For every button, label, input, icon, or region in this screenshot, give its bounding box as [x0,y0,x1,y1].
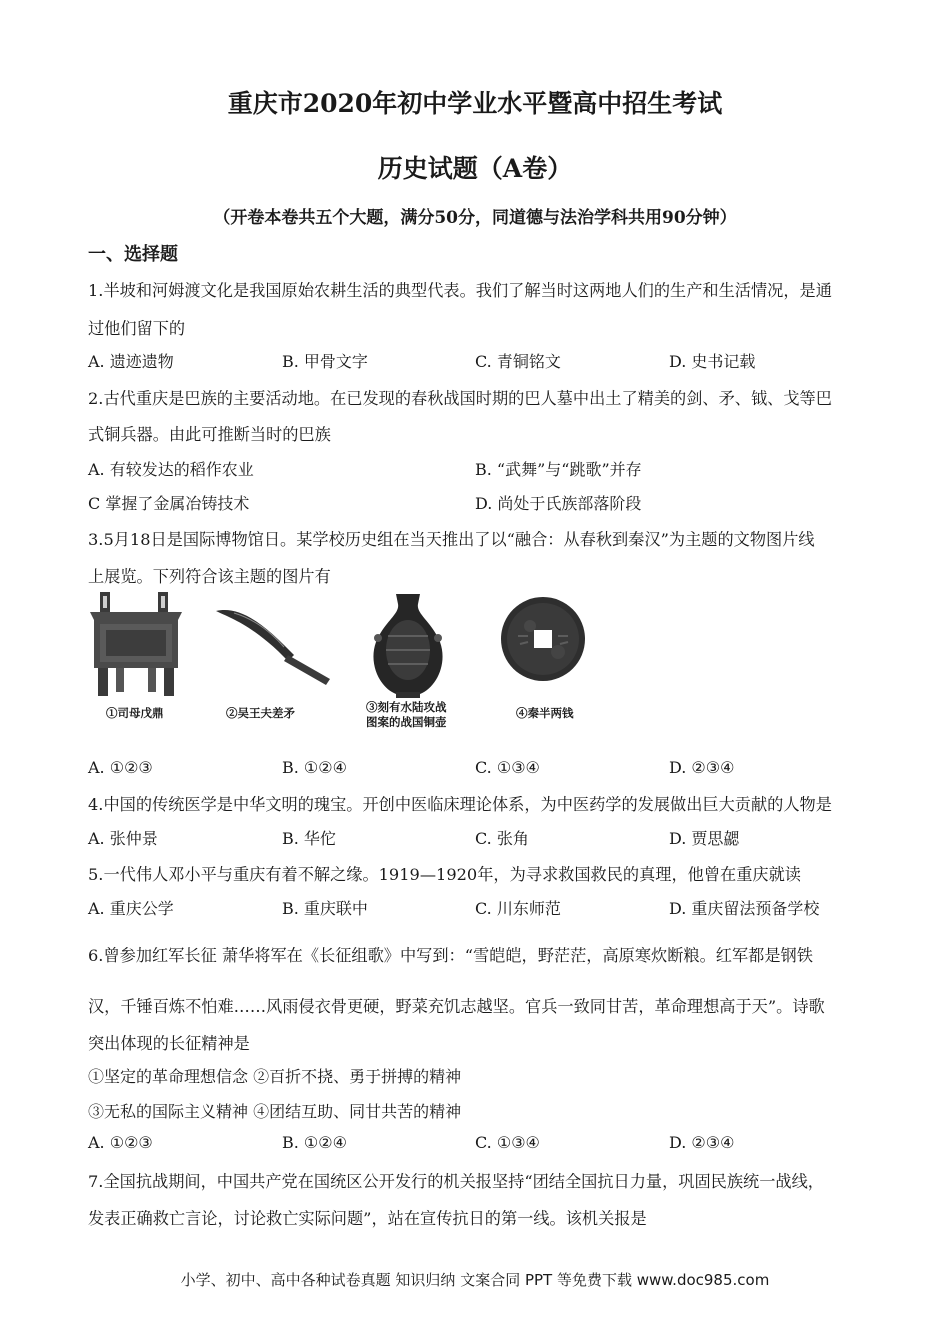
section-heading: 一、选择题 [88,244,178,265]
q6-option-b: B. ①②④ [282,1133,347,1152]
q4-option-d: D. 贾思勰 [669,829,740,848]
q4-option-c: C. 张角 [475,829,529,848]
question-2-text: 2.古代重庆是巴族的主要活动地。在已发现的春秋战国时期的巴人墓中出土了精美的剑、矛、钺、戈等巴 [88,389,832,408]
image-caption-4: ④秦半两钱 [516,706,574,720]
question-5-text: 5.一代伟人邓小平与重庆有着不解之缘。1919—1920年，为寻求救国救民的真理，他曾在重庆就读 [88,865,801,884]
question-3-text-cont: 上展览。下列符合该主题的图片有 [88,567,331,586]
q2-option-a: A. 有较发达的稻作农业 [88,460,254,479]
image-caption-3a: ③刻有水陆攻战 [366,700,447,714]
ding-cauldron-image [86,590,186,698]
question-7-text-cont: 发表正确救亡言论，讨论救亡实际问题”，站在宣传抗日的第一线。该机关报是 [88,1209,647,1228]
q5-option-a: A. 重庆公学 [88,899,174,918]
image-caption-2: ②吴王夫差矛 [226,706,295,720]
q6-option-c: C. ①③④ [475,1133,540,1152]
question-6-text: 6.曾参加红军长征 萧华将军在《长征组歌》中写到：“雪皑皑，野茫茫，高原寒炊断粮。红军都是钢铁 [88,946,813,965]
q4-option-b: B. 华佗 [282,829,336,848]
question-3-text: 3.5月18日是国际博物馆日。某学校历史组在当天推出了以“融合：从春秋到秦汉”为主题的文物图片线 [88,530,815,549]
spear-image [214,605,334,685]
q1-option-c: C. 青铜铭文 [475,352,561,371]
question-6-text-cont1: 汉，千锤百炼不怕难……风雨侵衣骨更硬，野菜充饥志越坚。官兵一致同甘苦，革命理想高于天”。诗歌 [88,997,825,1016]
q3-option-c: C. ①③④ [475,758,540,777]
exam-subtitle: 历史试题（A卷） [377,154,573,183]
question-7-text: 7.全国抗战期间，中国共产党在国统区公开发行的机关报坚持“团结全国抗日力量，巩固民族统一战线， [88,1172,824,1191]
q3-option-d: D. ②③④ [669,758,735,777]
bronze-pot-image [370,592,446,698]
q2-option-b: B. “武舞”与“跳歌”并存 [475,460,642,479]
exam-title: 重庆市2020年初中学业水平暨高中招生考试 [227,89,723,118]
q3-option-a: A. ①②③ [88,758,153,777]
q6-statement-1-2: ①坚定的革命理想信念 ②百折不挠、勇于拼搏的精神 [88,1067,462,1086]
page-footer: 小学、初中、高中各种试卷真题 知识归纳 文案合同 PPT 等免费下载 www.doc985.com [180,1271,770,1289]
q5-option-c: C. 川东师范 [475,899,561,918]
q6-option-d: D. ②③④ [669,1133,735,1152]
question-1-text: 1.半坡和河姆渡文化是我国原始农耕生活的典型代表。我们了解当时这两地人们的生产和生活情况，是通 [88,281,832,300]
question-6-text-cont2: 突出体现的长征精神是 [88,1034,250,1053]
q6-option-a: A. ①②③ [88,1133,153,1152]
q2-option-c: C 掌握了金属冶铸技术 [88,494,250,513]
q3-option-b: B. ①②④ [282,758,347,777]
question-4-text: 4.中国的传统医学是中华文明的瑰宝。开创中医临床理论体系，为中医药学的发展做出巨大贡献的人物是 [88,795,832,814]
question-1-text-cont: 过他们留下的 [88,319,186,338]
q1-option-b: B. 甲骨文字 [282,352,368,371]
q1-option-d: D. 史书记载 [669,352,756,371]
ban-liang-coin-image [500,596,586,682]
exam-note: （开卷本卷共五个大题，满分50分，同道德与法治学科共用90分钟） [213,208,737,228]
q5-option-b: B. 重庆联中 [282,899,368,918]
q1-option-a: A. 遗迹遗物 [88,352,174,371]
q4-option-a: A. 张仲景 [88,829,158,848]
q5-option-d: D. 重庆留法预备学校 [669,899,820,918]
image-caption-1: ①司母戊鼎 [106,706,164,720]
q6-statement-3-4: ③无私的国际主义精神 ④团结互助、同甘共苦的精神 [88,1102,462,1121]
question-2-text-cont: 式铜兵器。由此可推断当时的巴族 [88,425,331,444]
q2-option-d: D. 尚处于氏族部落阶段 [475,494,642,513]
image-caption-3b: 图案的战国铜壶 [366,715,447,729]
